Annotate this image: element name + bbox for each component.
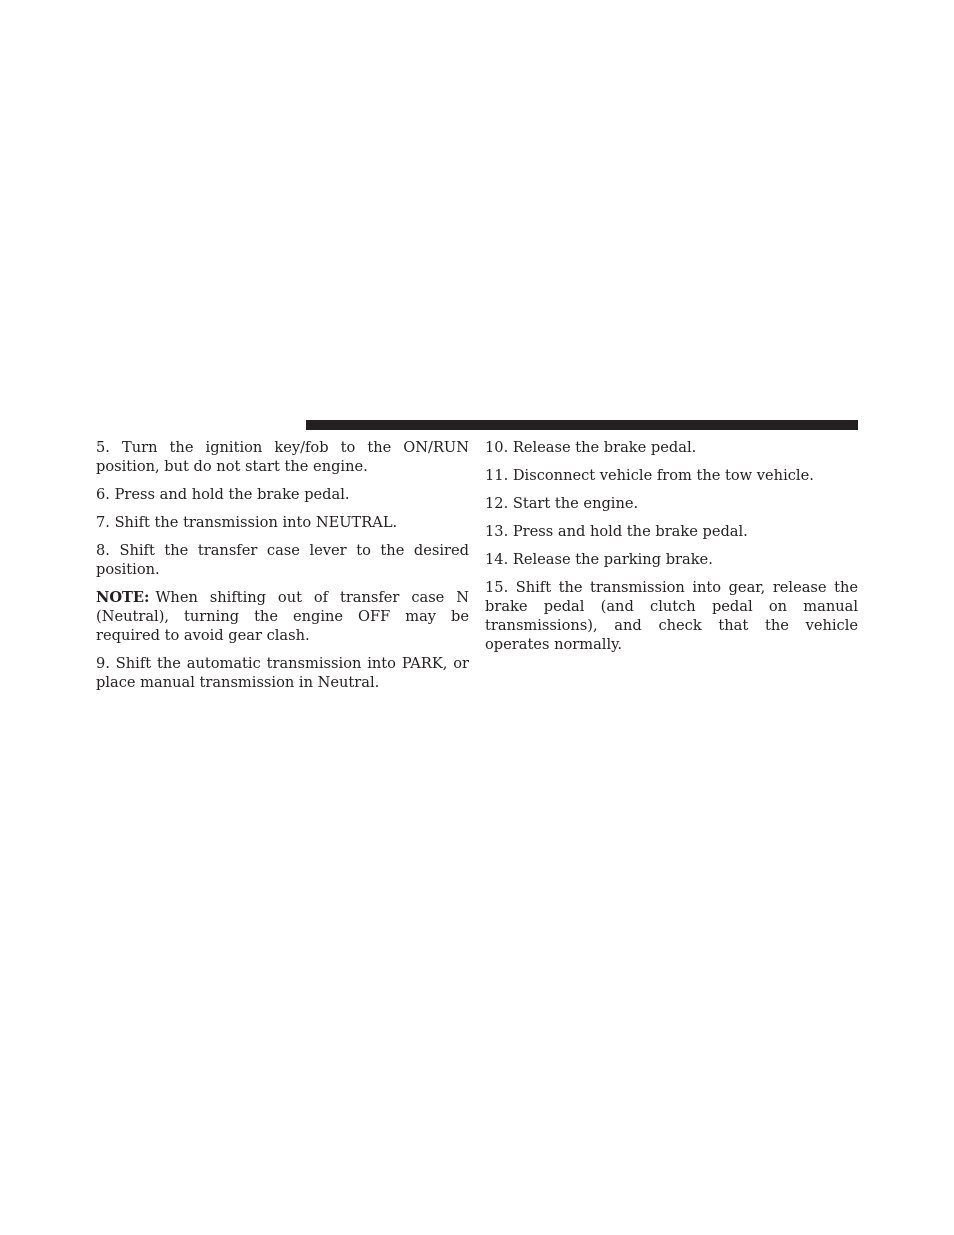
step-7: 7. Shift the transmission into NEUTRAL. — [96, 514, 398, 531]
step-15: 15. Shift the transmission into gear, release the brake pedal (and clutch pedal on manual transmissions), and check that the vehicle operates normally. — [485, 579, 858, 653]
step-8: 8. Shift the transfer case lever to the desired position. — [96, 542, 469, 578]
note-text: When shifting out of transfer case N (Neutral), turning the engine OFF may be required to avoid gear clash. — [96, 589, 469, 644]
note — [96, 588, 469, 645]
section-header-bar — [306, 420, 858, 430]
note-label: NOTE: — [96, 589, 150, 606]
step-13: 13. Press and hold the brake pedal. — [485, 523, 748, 540]
step-12: 12. Start the engine. — [485, 495, 639, 512]
right-column — [485, 438, 858, 663]
left-column — [96, 438, 469, 701]
step-14: 14. Release the parking brake. — [485, 551, 713, 568]
step-9: 9. Shift the automatic transmission into PARK, or place manual transmission in Neutral. — [96, 655, 469, 691]
step-6: 6. Press and hold the brake pedal. — [96, 486, 350, 503]
step-11: 11. Disconnect vehicle from the tow vehicle. — [485, 467, 814, 484]
step-10: 10. Release the brake pedal. — [485, 439, 697, 456]
step-5: 5. Turn the ignition key/fob to the ON/RUN position, but do not start the engine. — [96, 439, 469, 475]
